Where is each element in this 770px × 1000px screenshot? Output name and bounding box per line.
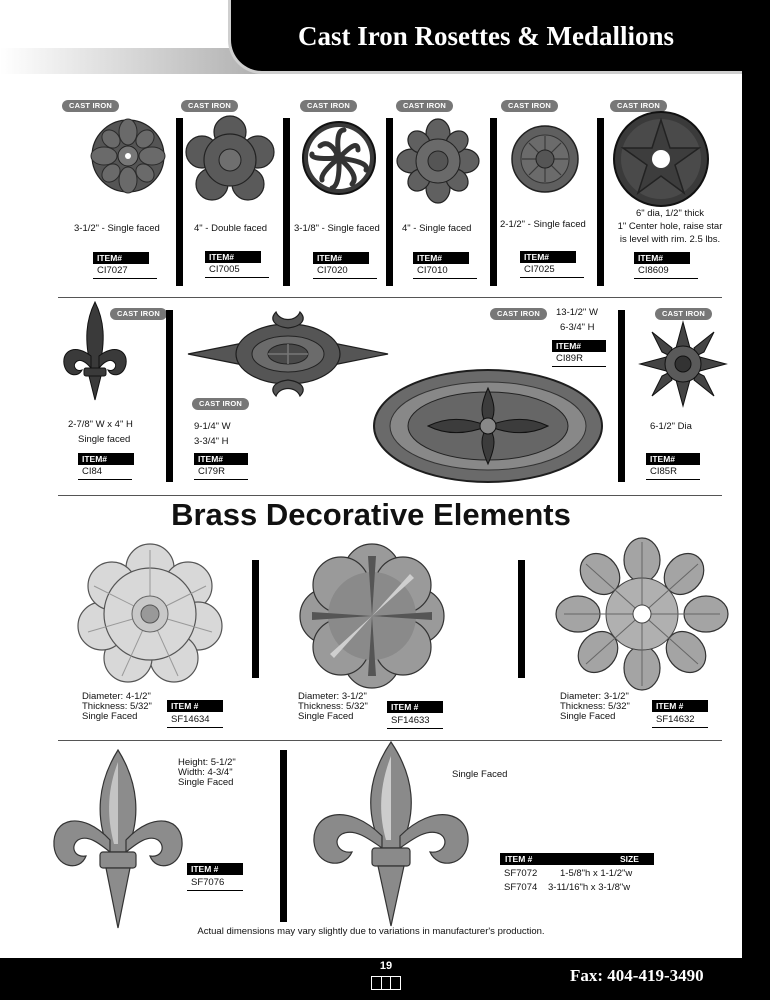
item-number: CI7010 (413, 264, 477, 279)
brass-fleur-de-lis-sf7072-image (312, 740, 470, 928)
item-label: ITEM # (187, 863, 243, 875)
page-number: 19 (379, 960, 393, 972)
logo-icon (371, 976, 401, 990)
item-number: SF14634 (167, 713, 223, 728)
rosette-ci85r-image (640, 322, 726, 406)
item-number: SF14632 (652, 713, 708, 728)
rosette-ci7025-image (510, 124, 580, 194)
item-label: ITEM # (167, 700, 223, 712)
item-number: CI79R (194, 465, 248, 480)
caption: 3-1/8" - Single faced (294, 223, 380, 234)
rosette-ci7027-image (88, 114, 168, 198)
dimensions: Diameter: 4-1/2" Thickness: 5/32" Single Faced (82, 691, 152, 722)
item-label: ITEM# (93, 252, 149, 264)
item-number: CI8609 (634, 264, 698, 279)
item-number: CI7027 (93, 264, 157, 279)
item-number: CI89R (552, 352, 606, 367)
separator (597, 118, 604, 286)
cast-iron-tag: CAST IRON (62, 100, 119, 112)
caption: 13-1/2" W (556, 307, 598, 318)
rosette-ci7005-image (188, 118, 272, 202)
item-number: SF7076 (187, 876, 243, 891)
fleur-de-lis-ci84-image (58, 300, 132, 404)
table-cell-size: 1-5/8"h x 1-1/2"w (560, 868, 633, 879)
caption: 3-1/2" - Single faced (74, 223, 160, 234)
page-title: Cast Iron Rosettes & Medallions (298, 21, 674, 51)
caption: 4" - Double faced (194, 223, 268, 234)
caption: 2-7/8" W x 4" H (68, 419, 133, 430)
item-label: ITEM # (387, 701, 443, 713)
item-label: ITEM# (205, 251, 261, 263)
item-number: CI7020 (313, 264, 377, 279)
item-label: ITEM# (634, 252, 690, 264)
caption: 6-1/2" Dia (650, 421, 692, 432)
brass-flower-sf14634-image (82, 546, 218, 680)
cast-iron-tag: CAST IRON (192, 398, 249, 410)
oval-medallion-ci89r-image (372, 366, 604, 486)
caption: 4" - Single faced (402, 223, 472, 234)
cast-iron-tag: CAST IRON (181, 100, 238, 112)
caption: 3-3/4" H (194, 436, 229, 447)
cast-iron-tag: CAST IRON (300, 100, 357, 112)
dimensions: Height: 5-1/2" Width: 4-3/4" Single Faced (178, 757, 236, 788)
separator (490, 118, 497, 286)
separator (280, 750, 287, 922)
separator (518, 560, 525, 678)
rosette-ci7020-image (300, 118, 378, 198)
caption: 9-1/4" W (194, 421, 231, 432)
cast-iron-tag: CAST IRON (490, 308, 547, 320)
section-divider (58, 297, 722, 298)
separator (618, 310, 625, 482)
rosette-ci7010-image (398, 118, 478, 204)
caption: 6" dia, 1/2" thick (635, 208, 704, 219)
oval-medallion-ci79r-image (188, 308, 388, 400)
caption: 6-3/4" H (560, 322, 595, 333)
separator (176, 118, 183, 286)
table-cell-size: 3-11/16"h x 3-1/8"w (548, 882, 631, 893)
item-number: CI7025 (520, 263, 584, 278)
item-label: ITEM# (194, 453, 248, 465)
brass-flower-sf14632-image (562, 538, 722, 688)
caption: Single Faced (452, 769, 508, 780)
item-label: ITEM# (313, 252, 369, 264)
cast-iron-tag: CAST IRON (610, 100, 667, 112)
item-label: ITEM# (520, 251, 576, 263)
item-number: CI7005 (205, 263, 269, 278)
item-number: SF14633 (387, 714, 443, 729)
table-cell-item: SF7072 (504, 868, 538, 879)
table-header-item: ITEM # (505, 854, 533, 864)
brass-flower-sf14633-image (302, 546, 442, 686)
item-label: ITEM# (413, 252, 469, 264)
disclaimer: Actual dimensions may vary slightly due to variations in manufacturer's production. (197, 926, 545, 937)
right-edge-bar (742, 0, 770, 960)
cast-iron-tag: CAST IRON (501, 100, 558, 112)
cast-iron-tag: CAST IRON (396, 100, 453, 112)
separator (386, 118, 393, 286)
caption: 1" Center hole, raise star (617, 221, 723, 232)
separator (166, 310, 173, 482)
size-table-header (500, 853, 654, 865)
item-label: ITEM# (552, 340, 606, 352)
section-title-brass: Brass Decorative Elements (171, 497, 571, 532)
item-label: ITEM # (652, 700, 708, 712)
medallion-ci8609-image (612, 110, 710, 208)
separator (252, 560, 259, 678)
item-number: CI85R (646, 465, 700, 480)
separator (283, 118, 290, 286)
item-label: ITEM# (646, 453, 700, 465)
cast-iron-tag: CAST IRON (110, 308, 167, 320)
section-divider (58, 495, 722, 496)
caption: 2-1/2" - Single faced (500, 219, 586, 230)
brass-fleur-de-lis-sf7076-image (52, 748, 184, 930)
dimensions: Diameter: 3-1/2" Thickness: 5/32" Single Faced (560, 691, 630, 722)
caption: Single faced (78, 434, 131, 445)
table-cell-item: SF7074 (504, 882, 538, 893)
cast-iron-tag: CAST IRON (655, 308, 712, 320)
dimensions: Diameter: 3-1/2" Thickness: 5/32" Single Faced (298, 691, 368, 722)
table-header-size: SIZE (620, 854, 639, 864)
fax-number: Fax: 404-419-3490 (570, 966, 704, 985)
item-number: CI84 (78, 465, 132, 480)
item-label: ITEM# (78, 453, 134, 465)
caption: is level with rim. 2.5 lbs. (619, 234, 721, 245)
